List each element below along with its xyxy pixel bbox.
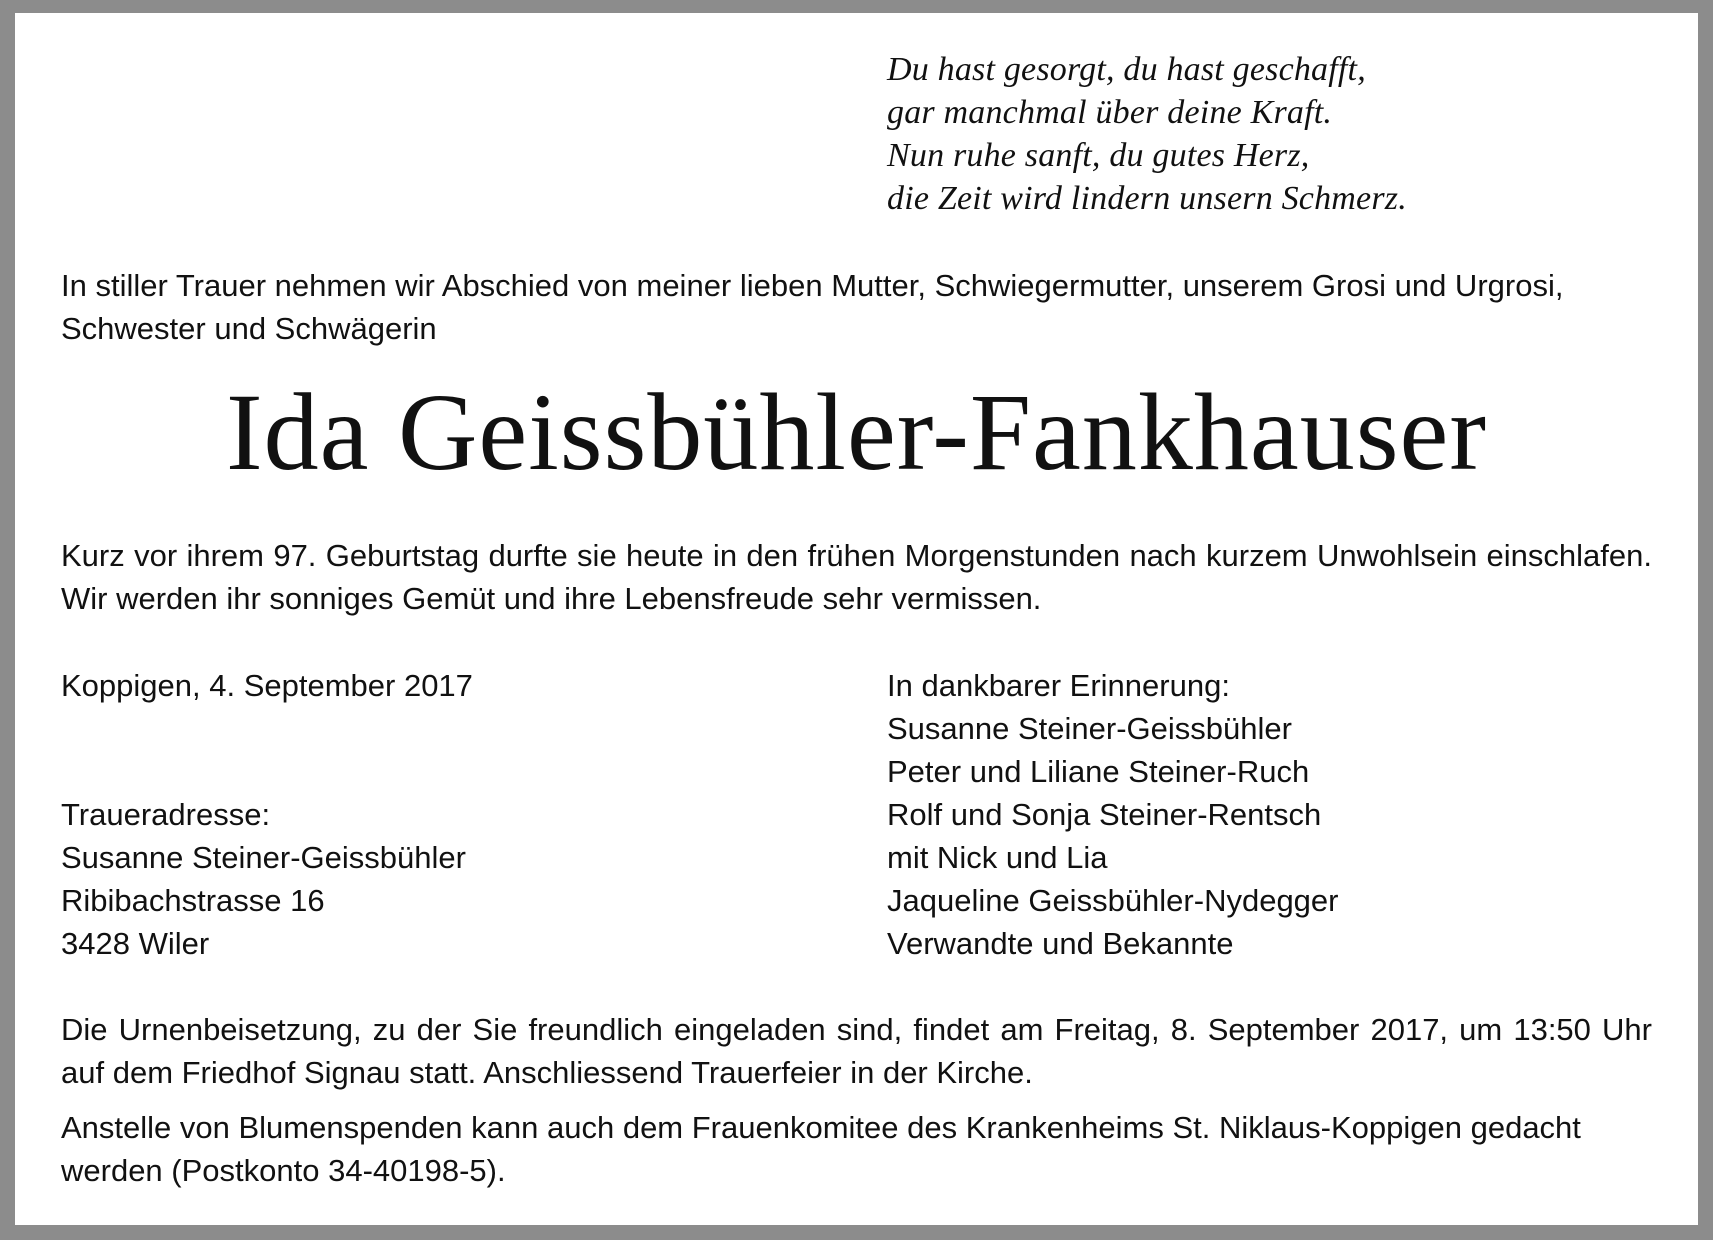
poem xyxy=(887,48,1407,220)
announcement-text: Kurz vor ihrem 97. Geburtstag durfte sie heute in den frühen Morgenstunden nach kurzem Unwohlsein einschlafen. Wir werden ihr sonniges Gemüt und ihre Lebensfreude sehr vermissen. xyxy=(61,538,1652,616)
intro-text: In stiller Trauer nehmen wir Abschied von meiner lieben Mutter, Schwiegermutter, unserem Grosi und Urgrosi, Schwester und Schwägerin xyxy=(61,268,1564,346)
mourning-address xyxy=(61,793,466,965)
mourning-address-name: Susanne Steiner-Geissbühler xyxy=(61,840,466,875)
mourning-address-label: Traueradresse: xyxy=(61,797,271,832)
remembrance-name: Peter und Liliane Steiner-Ruch xyxy=(887,754,1310,789)
poem-line: gar manchmal über deine Kraft. xyxy=(887,94,1333,131)
remembrance-label: In dankbarer Erinnerung: xyxy=(887,668,1230,703)
deceased-name: Ida Geissbühler-Fankhauser xyxy=(226,371,1487,493)
place-date: Koppigen, 4. September 2017 xyxy=(61,668,473,703)
remembrance-name: Rolf und Sonja Steiner-Rentsch xyxy=(887,797,1322,832)
remembrance-list xyxy=(887,664,1338,965)
remembrance-name: mit Nick und Lia xyxy=(887,840,1108,875)
poem-line: Nun ruhe sanft, du gutes Herz, xyxy=(887,137,1310,174)
burial-info: Die Urnenbeisetzung, zu der Sie freundlich eingeladen sind, findet am Freitag, 8. September 2017, um 13:50 Uhr auf dem Friedhof Signau statt. Anschliessend Trauerfeier in der Kirche. xyxy=(61,1012,1652,1090)
poem-line: die Zeit wird lindern unsern Schmerz. xyxy=(887,180,1407,217)
remembrance-name: Susanne Steiner-Geissbühler xyxy=(887,711,1292,746)
poem-line: Du hast gesorgt, du hast geschafft, xyxy=(887,51,1366,88)
mourning-address-street: Ribibachstrasse 16 xyxy=(61,883,325,918)
remembrance-name: Verwandte und Bekannte xyxy=(887,926,1234,961)
mourning-address-city: 3428 Wiler xyxy=(61,926,210,961)
remembrance-name: Jaqueline Geissbühler-Nydegger xyxy=(887,883,1339,918)
donation-info: Anstelle von Blumenspenden kann auch dem Frauenkomitee des Krankenheims St. Niklaus-Koppigen gedacht werden (Postkonto 34-40198-5). xyxy=(61,1110,1581,1188)
